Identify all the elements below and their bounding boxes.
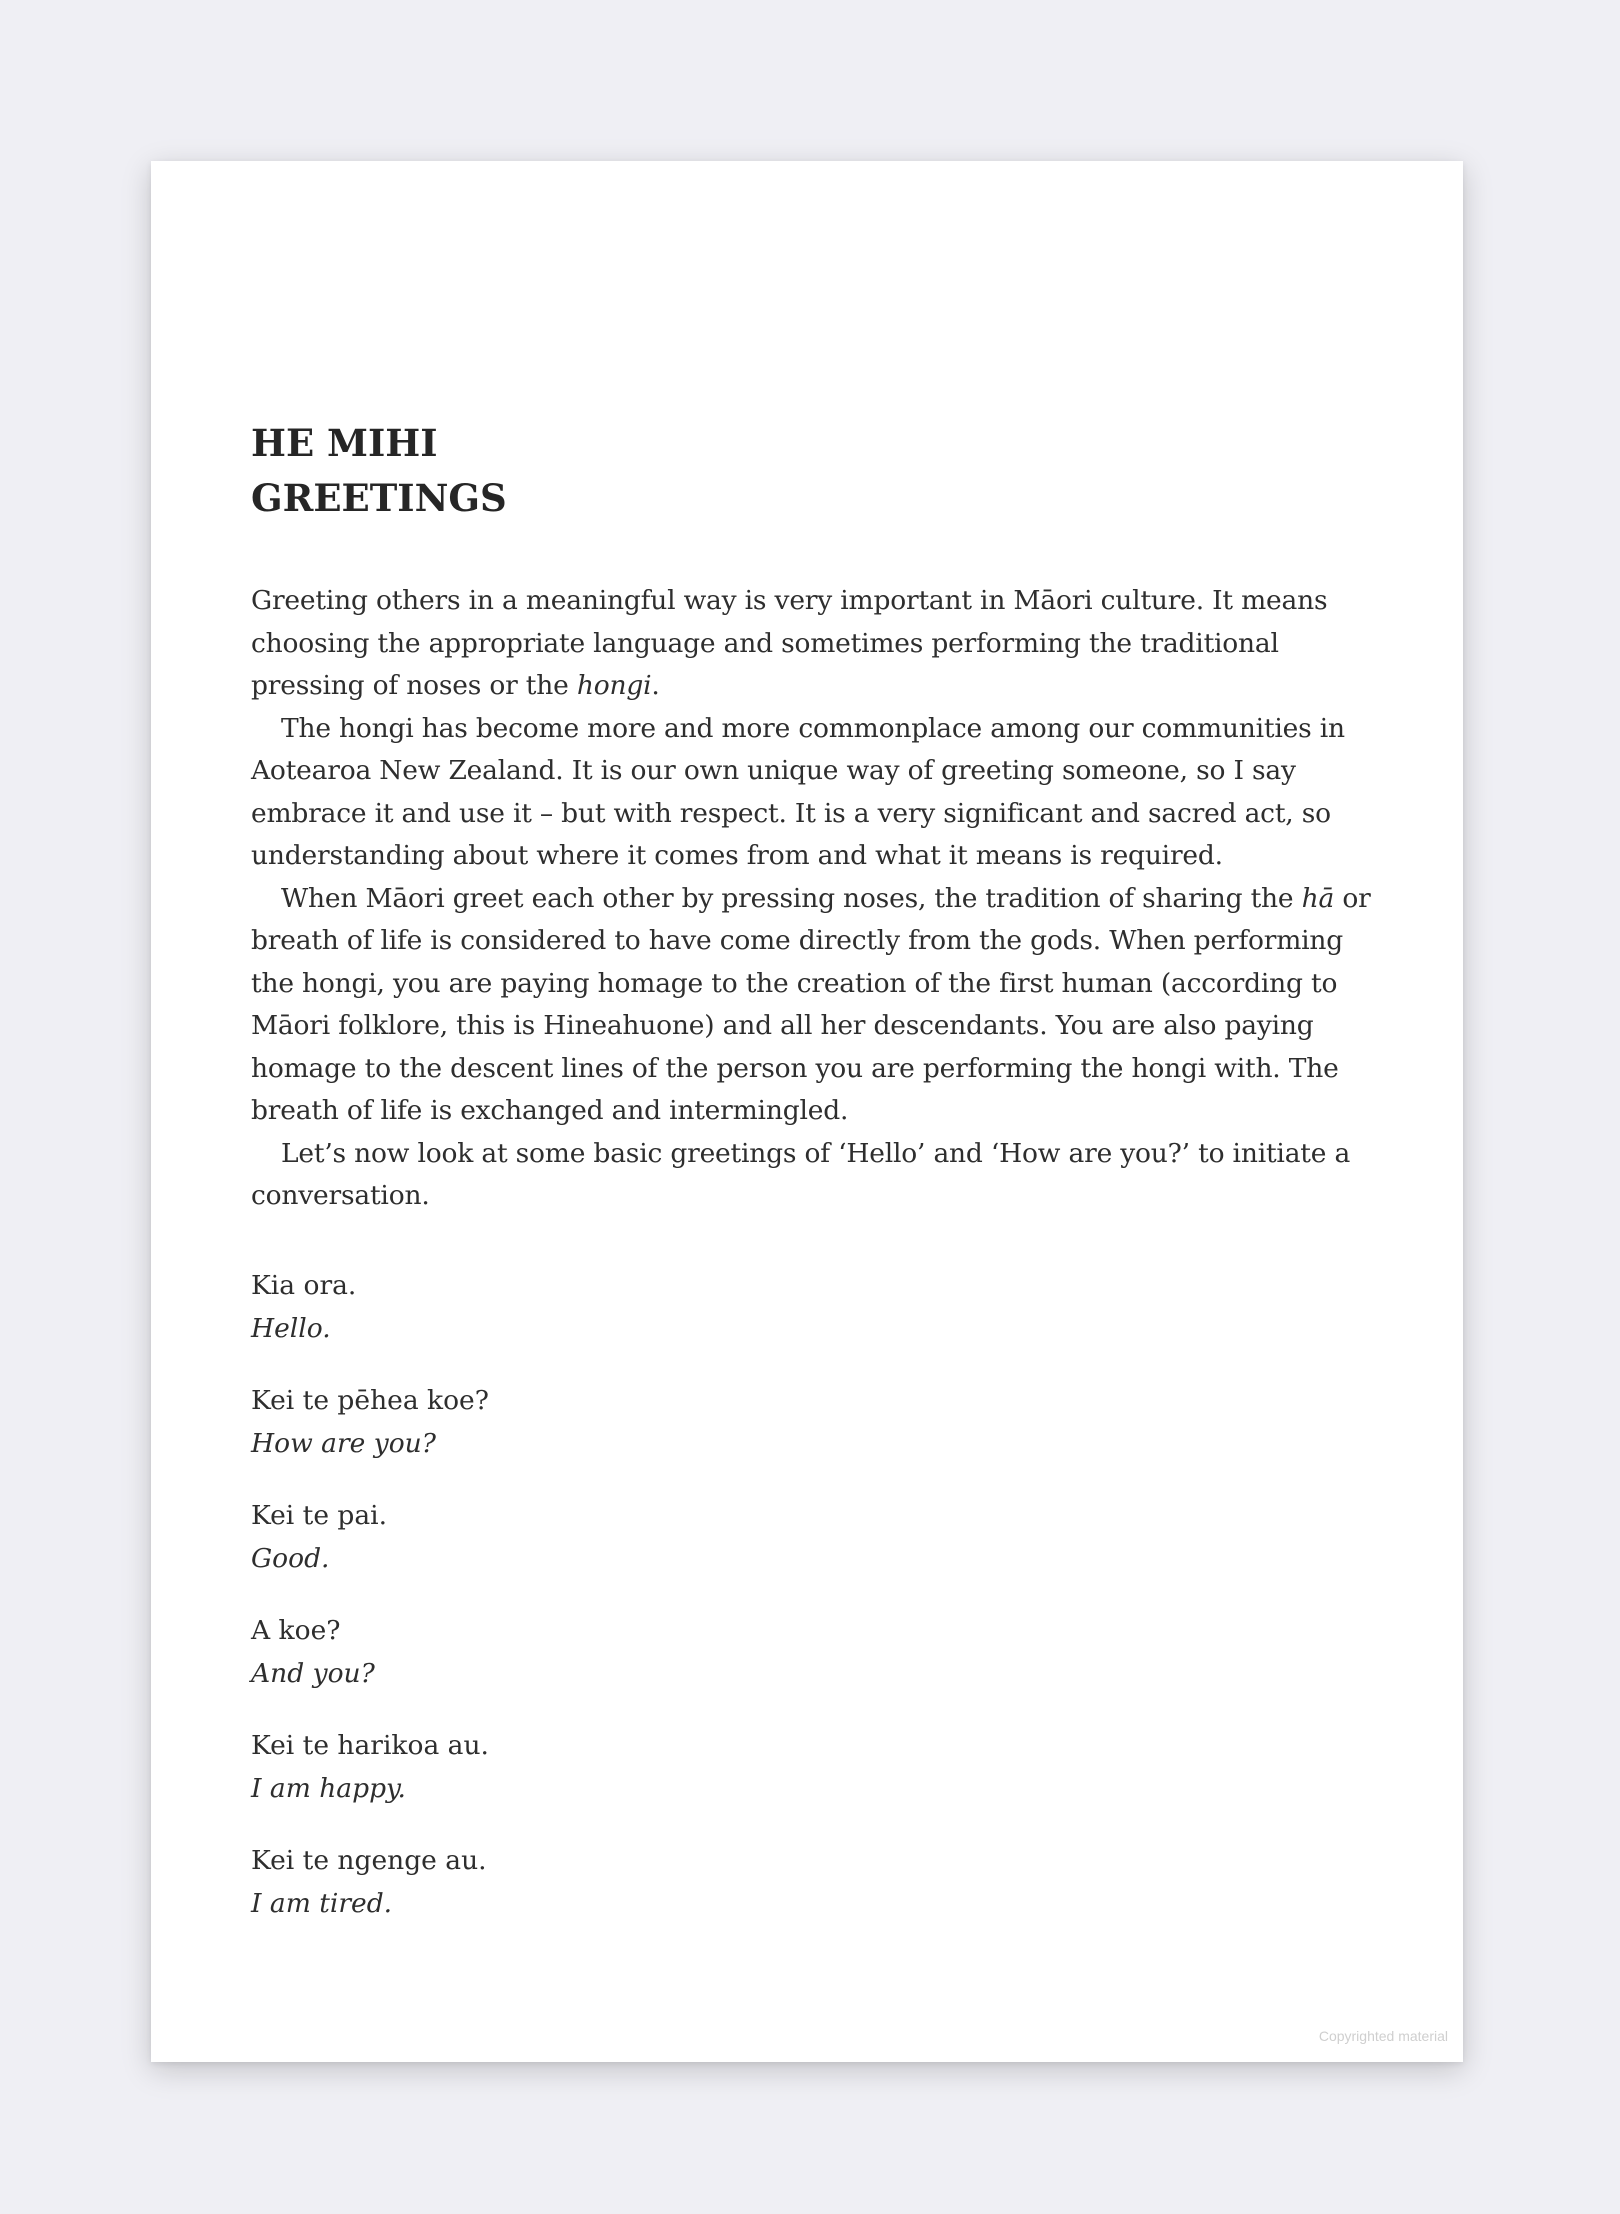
book-page bbox=[151, 161, 1463, 2062]
phrase-maori: Kia ora. bbox=[251, 1269, 357, 1301]
phrase-english: I am happy. bbox=[251, 1772, 406, 1804]
page-content bbox=[251, 416, 1371, 1954]
phrase-item bbox=[251, 1609, 1371, 1695]
phrase-item bbox=[251, 1264, 1371, 1350]
phrase-english: How are you? bbox=[251, 1427, 436, 1459]
title-english: GREETINGS bbox=[251, 476, 507, 520]
paragraph-1: Greeting others in a meaningful way is very important in Māori culture. It means choosing the appropriate language and sometimes performing the traditional pressing of noses or the hongi. bbox=[251, 585, 1328, 701]
phrase-english: Hello. bbox=[251, 1312, 331, 1344]
page-title bbox=[251, 416, 1371, 526]
paragraph-4: Let’s now look at some basic greetings of ‘Hello’ and ‘How are you?’ to initiate a conversation. bbox=[251, 1137, 1351, 1211]
phrase-maori: Kei te pēhea koe? bbox=[251, 1384, 489, 1416]
phrase-maori: Kei te ngenge au. bbox=[251, 1844, 487, 1876]
phrase-maori: Kei te harikoa au. bbox=[251, 1729, 489, 1761]
phrase-english: I am tired. bbox=[251, 1887, 393, 1919]
copyright-notice: Copyrighted material bbox=[1318, 2028, 1448, 2044]
phrase-item bbox=[251, 1724, 1371, 1810]
paragraph-2: The hongi has become more and more commonplace among our communities in Aotearoa New Zealand. It is our own unique way of greeting someone, so I say embrace it and use it – but with respect. It is a very significant and sacred act, so understanding about where it comes from and what it means is required. bbox=[251, 712, 1345, 871]
phrase-english: Good. bbox=[251, 1542, 330, 1574]
italic-term-ha: hā bbox=[1301, 882, 1335, 914]
phrase-list bbox=[251, 1264, 1371, 1925]
title-maori: HE MIHI bbox=[251, 421, 438, 465]
phrase-item bbox=[251, 1379, 1371, 1465]
body-text bbox=[251, 580, 1371, 1218]
phrase-maori: Kei te pai. bbox=[251, 1499, 388, 1531]
phrase-item bbox=[251, 1839, 1371, 1925]
phrase-item bbox=[251, 1494, 1371, 1580]
phrase-english: And you? bbox=[251, 1657, 375, 1689]
phrase-maori: A koe? bbox=[251, 1614, 341, 1646]
italic-term-hongi: hongi bbox=[576, 670, 652, 701]
paragraph-3: When Māori greet each other by pressing noses, the tradition of sharing the hā or breath of life is considered to have come directly from the gods. When performing the hongi, you are paying homage to the creation of the first human (according to Māori folklore, this is Hineahuone) and all her descendants. You are also paying homage to the descent lines of the person you are performing the hongi with. The breath of life is exchanged and intermingled. bbox=[251, 882, 1371, 1126]
